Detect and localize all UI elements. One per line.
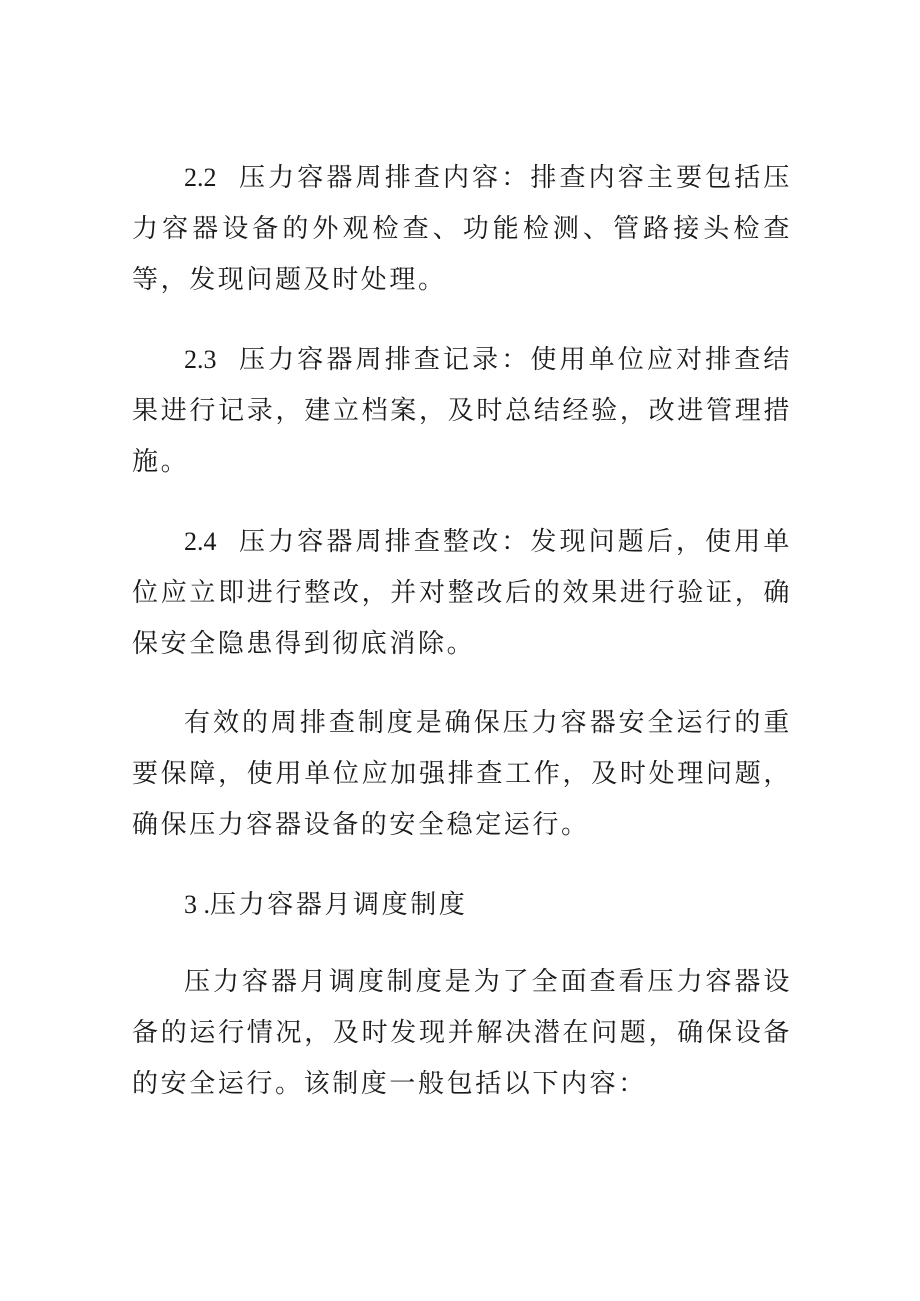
paragraph-text: 有效的周排查制度是确保压力容器安全运行的重要保障，使用单位应加强排查工作，及时处理问题，确保压力容器设备的安全稳定运行。: [132, 708, 792, 840]
paragraph-2-3: [132, 334, 792, 488]
paragraph-text: 压力容器周排查整改：发现问题后，使用单位应立即进行整改，并对整改后的效果进行验证，确保安全隐患得到彻底消除。: [132, 527, 792, 659]
paragraph-2-4: [132, 516, 792, 670]
section-heading-3: [132, 879, 792, 931]
document-body: [132, 152, 792, 1138]
section-title: 压力容器月调度制度: [210, 890, 468, 920]
paragraph-2-2: [132, 152, 792, 306]
paragraph-text: 压力容器周排查记录：使用单位应对排查结果进行记录，建立档案，及时总结经验，改进管理措施。: [132, 345, 792, 477]
section-number: 2.4: [184, 527, 217, 556]
section-number: 2.3: [184, 345, 217, 374]
paragraph-text: 压力容器周排查内容：排查内容主要包括压力容器设备的外观检查、功能检测、管路接头检查等，发现问题及时处理。: [132, 163, 792, 295]
paragraph-text: 压力容器月调度制度是为了全面查看压力容器设备的运行情况，及时发现并解决潜在问题，确保设备的安全运行。该制度一般包括以下内容：: [132, 967, 792, 1099]
paragraph-summary: [132, 698, 792, 851]
section-number: 3 .: [184, 890, 210, 919]
paragraph-monthly-intro: [132, 957, 792, 1110]
section-number: 2.2: [184, 163, 217, 192]
